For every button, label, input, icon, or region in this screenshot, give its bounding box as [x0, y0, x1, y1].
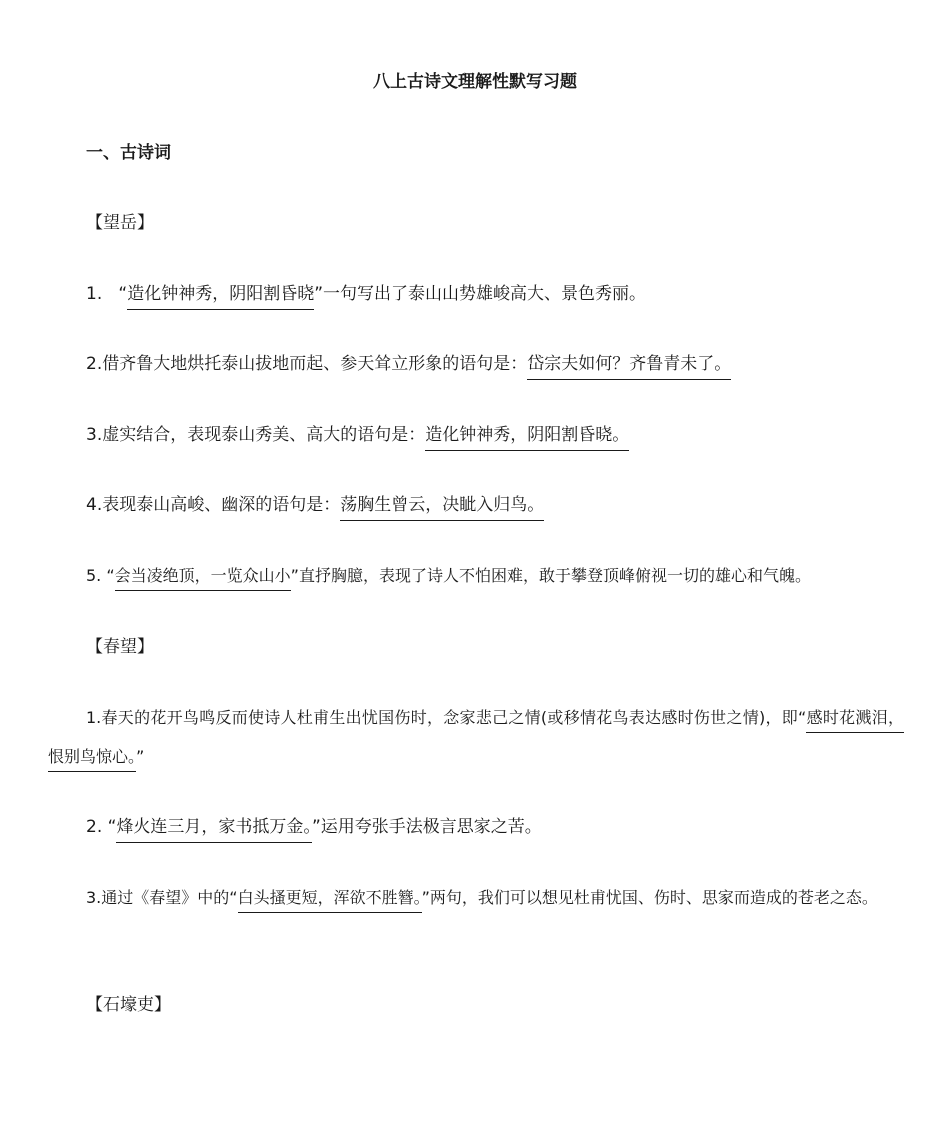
question-item — [48, 698, 904, 776]
poem-title-chunwang: 【春望】 — [86, 637, 154, 657]
question-suffix: ”两句，我们可以想见杜甫忧国、伤时、思家而造成的苍老之态。 — [421, 888, 878, 907]
question-suffix: ” — [136, 747, 145, 766]
question-suffix: ”直抒胸臆，表现了诗人不怕困难，敢于攀登顶峰俯视一切的雄心和气魄。 — [290, 566, 811, 585]
answer-blank: 感时花溅泪，恨别鸟惊心。 — [48, 708, 904, 772]
question-item — [86, 564, 811, 588]
answer-blank: 造化钟神秀，阴阳割昏晓 — [127, 284, 314, 310]
question-suffix: ”运用夸张手法极言思家之苦。 — [311, 817, 542, 837]
question-item — [86, 815, 542, 839]
answer-blank: 岱宗夫如何？齐鲁青未了。 — [527, 354, 731, 380]
question-prefix: 3.虚实结合，表现泰山秀美、高大的语句是： — [86, 425, 426, 445]
question-prefix: 3.通过《春望》中的“ — [86, 888, 238, 907]
poem-title-wangyue: 【望岳】 — [86, 213, 154, 233]
answer-blank: 烽火连三月，家书抵万金。 — [116, 817, 312, 843]
answer-blank: 荡胸生曾云，决眦入归鸟。 — [340, 495, 544, 521]
question-prefix: 5. “ — [86, 566, 115, 585]
answer-blank: 会当凌绝顶，一览众山小 — [115, 566, 291, 591]
document-title: 八上古诗文理解性默写习题 — [373, 72, 577, 92]
question-prefix: 2. “ — [86, 817, 117, 837]
question-prefix: 2.借齐鲁大地烘托泰山拔地而起、参天耸立形象的语句是： — [86, 354, 528, 374]
poem-title-shihaoli: 【石壕吏】 — [86, 995, 171, 1015]
question-prefix: 1.春天的花开鸟鸣反而使诗人杜甫生出忧国伤时，念家悲己之情(或移情花鸟表达感时伤世之情)，即“ — [86, 708, 807, 727]
question-item — [86, 282, 646, 306]
question-prefix: 4.表现泰山高峻、幽深的语句是： — [86, 495, 341, 515]
answer-blank: 白头搔更短，浑欲不胜簪。 — [238, 888, 422, 913]
question-item — [86, 423, 629, 447]
question-suffix: ”一句写出了泰山山势雄峻高大、景色秀丽。 — [314, 284, 647, 304]
question-item — [86, 352, 731, 376]
question-item — [48, 878, 904, 917]
section-heading: 一、古诗词 — [86, 143, 171, 163]
answer-blank: 造化钟神秀，阴阳割昏晓。 — [425, 425, 629, 451]
question-prefix: 1. “ — [86, 284, 128, 304]
question-item — [86, 493, 544, 517]
